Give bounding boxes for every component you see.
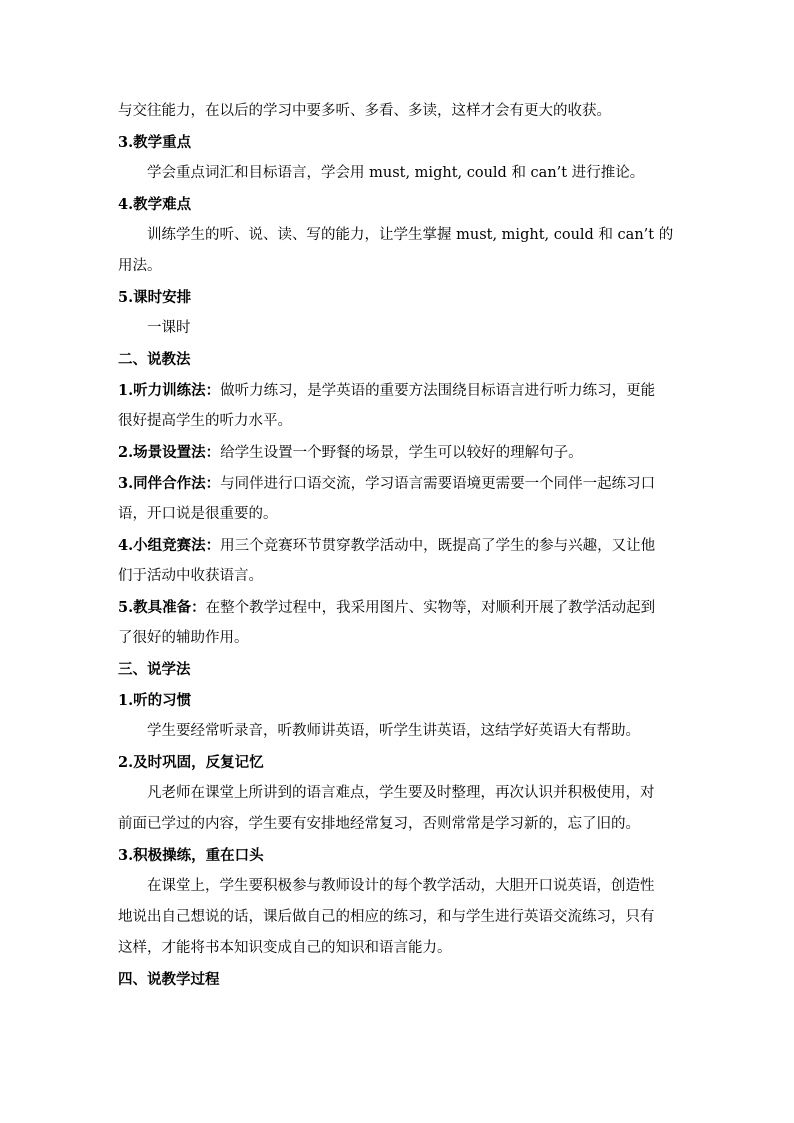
line-text: 与同伴进行口语交流，学习语言需要语境更需要一个同伴一起练习口 bbox=[220, 476, 656, 492]
paragraph-line bbox=[118, 437, 710, 468]
chapter-heading bbox=[118, 344, 710, 375]
line-text: 做听力练习，是学英语的重要方法围绕目标语言进行听力练习，更能 bbox=[220, 383, 656, 399]
paragraph-line bbox=[118, 561, 710, 592]
document-page bbox=[118, 96, 710, 995]
line-text: 语，开口说是很重要的。 bbox=[118, 506, 278, 522]
line-text: 用法。 bbox=[118, 258, 162, 274]
line-text: 前面已学过的内容，学生要有安排地经常复习，否则常常是学习新的，忘了旧的。 bbox=[118, 816, 640, 832]
line-text: 给学生设置一个野餐的场景，学生可以较好的理解句子。 bbox=[220, 445, 583, 461]
paragraph-line bbox=[118, 406, 710, 437]
paragraph-line bbox=[118, 902, 710, 933]
term-label: 3.同伴合作法： bbox=[118, 475, 221, 492]
section-heading bbox=[118, 282, 710, 313]
line-text: 在课堂上，学生要积极参与教师设计的每个教学活动，大胆开口说英语，创造性 bbox=[147, 878, 655, 894]
section-heading bbox=[118, 747, 710, 778]
line-text: 训练学生的听、说、读、写的能力，让学生掌握 must, might, could 和 can’t 的 bbox=[147, 227, 674, 243]
paragraph-line bbox=[118, 778, 710, 809]
section-heading bbox=[118, 840, 710, 871]
heading-text: 三、说学法 bbox=[118, 661, 191, 678]
heading-text: 2.及时巩固，反复记忆 bbox=[118, 754, 264, 771]
paragraph-line bbox=[118, 96, 710, 127]
heading-text: 四、说教学过程 bbox=[118, 971, 220, 988]
line-text: 在整个教学过程中，我采用图片、实物等，对顺利开展了教学活动起到 bbox=[205, 600, 656, 616]
heading-text: 1.听的习惯 bbox=[118, 692, 192, 709]
paragraph-line bbox=[118, 809, 710, 840]
paragraph-line bbox=[118, 220, 710, 251]
line-text: 用三个竞赛环节贯穿教学活动中，既提高了学生的参与兴趣，又让他 bbox=[220, 538, 656, 554]
paragraph-line bbox=[118, 592, 710, 623]
paragraph-line bbox=[118, 716, 710, 747]
chapter-heading bbox=[118, 964, 710, 995]
paragraph-line bbox=[118, 871, 710, 902]
line-text: 学会重点词汇和目标语言，学会用 must, might, could 和 can’t 进行推论。 bbox=[147, 165, 645, 181]
section-heading bbox=[118, 685, 710, 716]
paragraph-line bbox=[118, 158, 710, 189]
line-text: 凡老师在课堂上所讲到的语言难点，学生要及时整理，再次认识并积极使用，对 bbox=[147, 785, 655, 801]
paragraph-line bbox=[118, 933, 710, 964]
term-label: 4.小组竞赛法： bbox=[118, 537, 221, 554]
line-text: 这样，才能将书本知识变成自己的知识和语言能力。 bbox=[118, 940, 452, 956]
section-heading bbox=[118, 127, 710, 158]
paragraph-line bbox=[118, 530, 710, 561]
section-heading bbox=[118, 189, 710, 220]
term-label: 1.听力训练法： bbox=[118, 382, 221, 399]
line-text: 一课时 bbox=[147, 320, 191, 336]
line-text: 们于活动中收获语言。 bbox=[118, 568, 263, 584]
term-label: 5.教具准备： bbox=[118, 599, 206, 616]
chapter-heading bbox=[118, 654, 710, 685]
paragraph-line bbox=[118, 251, 710, 282]
heading-text: 3.教学重点 bbox=[118, 134, 192, 151]
paragraph-line bbox=[118, 623, 710, 654]
line-text: 很好提高学生的听力水平。 bbox=[118, 413, 292, 429]
line-text: 了很好的辅助作用。 bbox=[118, 630, 249, 646]
paragraph-line bbox=[118, 499, 710, 530]
paragraph-line bbox=[118, 313, 710, 344]
heading-text: 3.积极操练，重在口头 bbox=[118, 847, 264, 864]
paragraph-line bbox=[118, 468, 710, 499]
line-text: 与交往能力，在以后的学习中要多听、多看、多读，这样才会有更大的收获。 bbox=[118, 103, 611, 119]
heading-text: 5.课时安排 bbox=[118, 289, 192, 306]
term-label: 2.场景设置法： bbox=[118, 444, 221, 461]
heading-text: 4.教学难点 bbox=[118, 196, 192, 213]
line-text: 学生要经常听录音，听教师讲英语，听学生讲英语，这结学好英语大有帮助。 bbox=[147, 723, 640, 739]
heading-text: 二、说教法 bbox=[118, 351, 191, 368]
line-text: 地说出自己想说的话，课后做自己的相应的练习，和与学生进行英语交流练习，只有 bbox=[118, 909, 655, 925]
paragraph-line bbox=[118, 375, 710, 406]
